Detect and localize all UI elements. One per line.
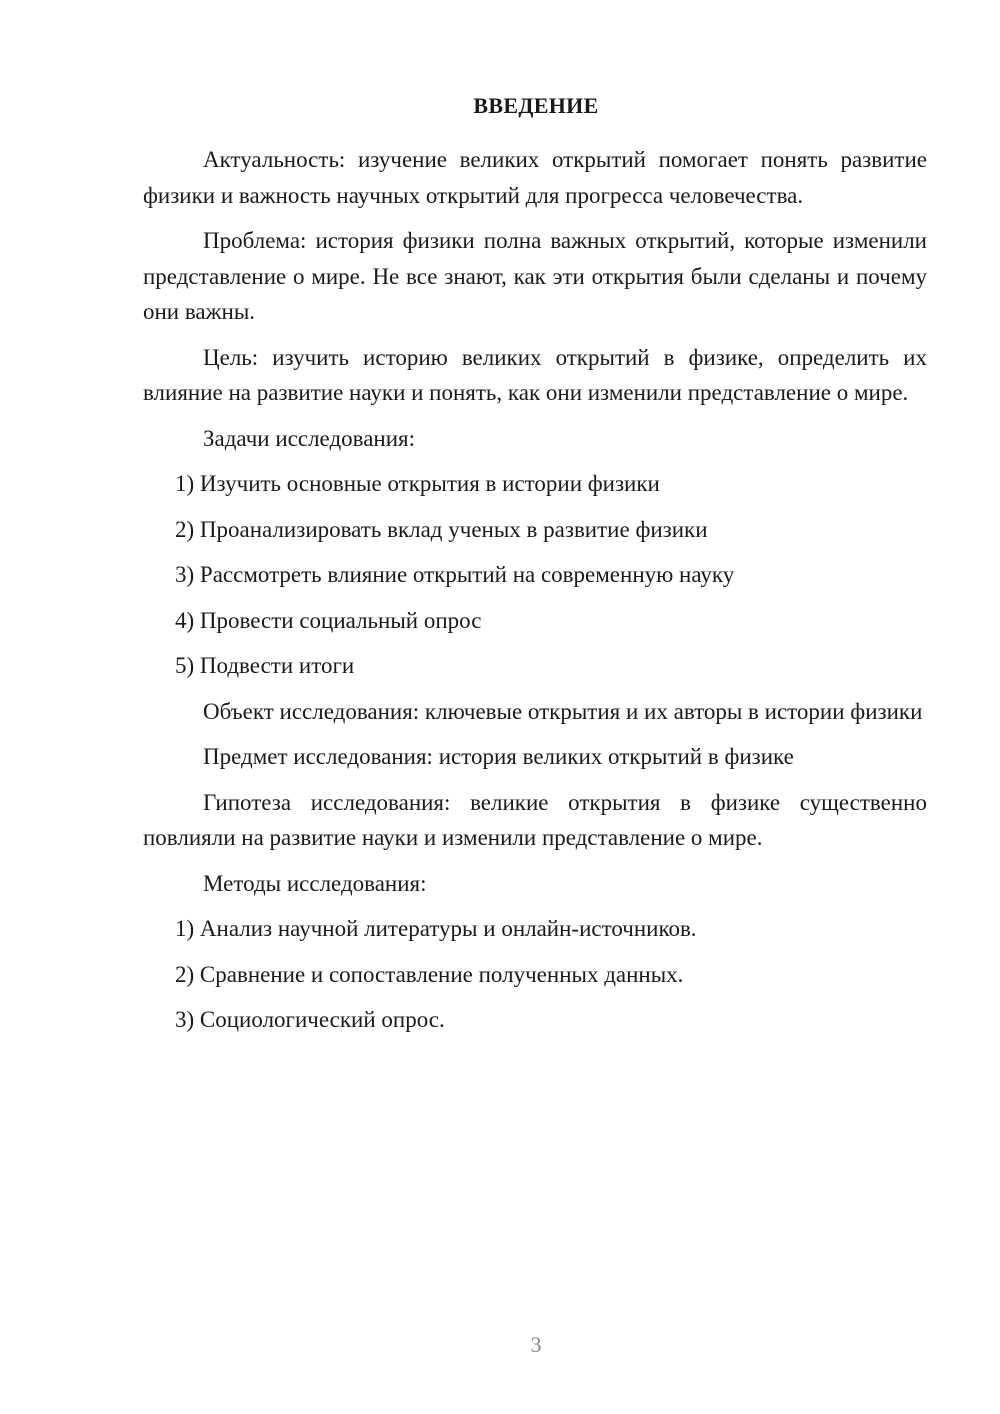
method-item: 2) Сравнение и сопоставление полученных данных. [175, 961, 684, 987]
task-item: 3) Рассмотреть влияние открытий на современную науку [175, 562, 735, 587]
page-number: 3 [530, 1332, 542, 1357]
relevance-paragraph: Актуальность: изучение великих открытий помогает понять развитие физики и важность научных открытий для прогресса человечества. [143, 147, 927, 208]
task-item: 4) Провести социальный опрос [175, 607, 482, 633]
object-paragraph: Объект исследования: ключевые открытия и их авторы в истории физики [203, 698, 923, 724]
method-item: 1) Анализ научной литературы и онлайн-источников. [175, 916, 697, 941]
goal-paragraph: Цель: изучить историю великих открытий в физике, определить их влияние на развитие науки и понять, как они изменили представление о мире. [143, 344, 927, 405]
problem-paragraph: Проблема: история физики полна важных открытий, которые изменили представление о мире. Не все знают, как эти открытия были сделаны и почему они важны. [143, 228, 927, 324]
body-text [143, 142, 927, 1048]
hypothesis-paragraph: Гипотеза исследования: великие открытия в физике существенно повлияли на развитие науки и изменили представление о мире. [143, 789, 927, 850]
task-item: 2) Проанализировать вклад ученых в развитие физики [175, 516, 708, 542]
subject-paragraph: Предмет исследования: история великих открытий в физике [203, 744, 794, 769]
task-item: 1) Изучить основные открытия в истории физики [175, 471, 660, 496]
methods-heading: Методы исследования: [203, 870, 427, 896]
method-item: 3) Социологический опрос. [175, 1007, 445, 1032]
task-item: 5) Подвести итоги [175, 653, 355, 678]
tasks-heading: Задачи исследования: [203, 425, 416, 451]
section-heading: ВВЕДЕНИЕ [473, 93, 599, 118]
